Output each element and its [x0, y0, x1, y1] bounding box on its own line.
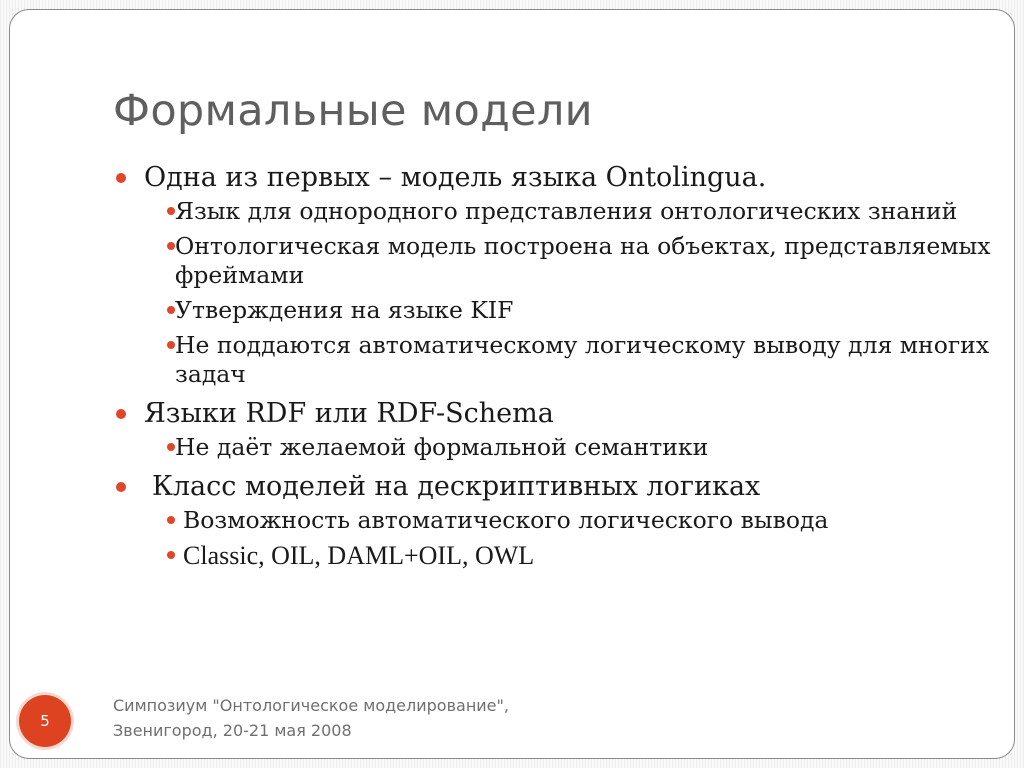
sub-bullet-item [144, 197, 984, 226]
sub-bullet-item [144, 433, 984, 462]
sub-bullet-dot-icon [167, 207, 175, 215]
bullet-list [114, 161, 991, 570]
sub-bullet-text: Утверждения на языке KIF [175, 296, 514, 324]
sub-bullet-text: Не поддаются автоматическому логическому выводу для многих задач [175, 331, 990, 388]
sub-bullet-list [144, 197, 991, 389]
bullet-dot-icon [116, 173, 126, 183]
slide-content [114, 161, 991, 570]
sub-bullet-dot-icon [167, 341, 175, 349]
slide-title: Формальные модели [113, 86, 593, 136]
bullet-item [114, 161, 991, 389]
footer-line: Симпозиум "Онтологическое моделирование", [113, 696, 509, 715]
sub-bullet-dot-icon [167, 551, 175, 559]
sub-bullet-text: Язык для однородного представления онтологических знаний [175, 197, 958, 225]
sub-bullet-list [144, 433, 984, 462]
footer-line: Звенигород, 20-21 мая 2008 [113, 721, 352, 740]
bullet-item [114, 397, 984, 462]
sub-bullet-list [144, 506, 984, 570]
sub-bullet-text: Не даёт желаемой формальной семантики [175, 433, 709, 461]
sub-bullet-text: Онтологическая модель построена на объектах, представляемых фреймами [175, 232, 991, 289]
page-number-badge: 5 [19, 695, 71, 747]
sub-bullet-item [144, 506, 984, 535]
sub-bullet-dot-icon [167, 306, 175, 314]
slide-footer [113, 693, 509, 743]
sub-bullet-item [144, 296, 984, 325]
sub-bullet-item [144, 331, 990, 389]
bullet-text: Класс моделей на дескриптивных логиках [152, 471, 761, 502]
bullet-dot-icon [116, 409, 126, 419]
sub-bullet-text: Classic, OIL, DAML+OIL, OWL [183, 541, 535, 570]
bullet-text: Одна из первых – модель языка Ontolingua. [144, 162, 767, 193]
sub-bullet-text: Возможность автоматического логического вывода [183, 506, 829, 534]
sub-bullet-dot-icon [167, 516, 175, 524]
sub-bullet-dot-icon [167, 242, 175, 250]
sub-bullet-item [144, 232, 991, 290]
bullet-dot-icon [116, 482, 126, 492]
sub-bullet-item [144, 541, 984, 570]
bullet-item [114, 470, 984, 570]
bullet-text: Языки RDF или RDF-Schema [144, 398, 554, 429]
sub-bullet-dot-icon [167, 443, 175, 451]
